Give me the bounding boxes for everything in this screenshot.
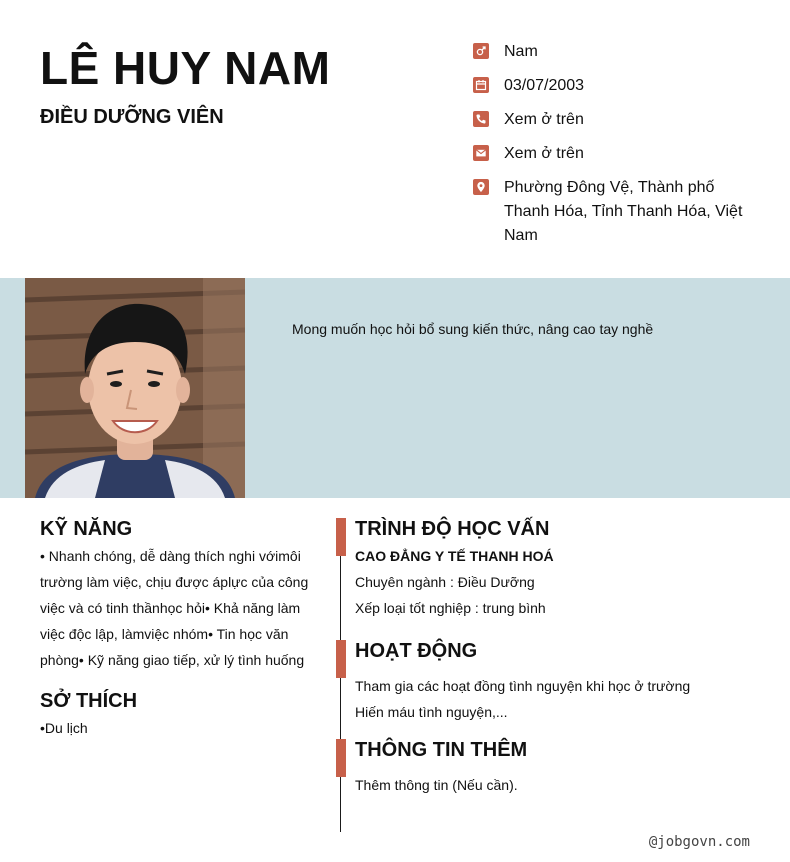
career-objective: Mong muốn học hỏi bổ sung kiến thức, nâng cao tay nghề (292, 321, 654, 337)
gender-value: Nam (504, 43, 538, 60)
contact-address (472, 176, 762, 248)
activities-marker (336, 640, 346, 678)
phone-icon (473, 111, 489, 127)
education-major: Chuyên ngành : Điều Dưỡng (355, 574, 535, 590)
contact-gender (472, 40, 762, 64)
education-section (355, 515, 755, 621)
email-icon (473, 145, 489, 161)
address-value: Phường Đông Vệ, Thành phố Thanh Hóa, Tỉnh Thanh Hóa, Việt Nam (504, 179, 743, 244)
additional-marker (336, 739, 346, 777)
birthday-value: 03/07/2003 (504, 77, 585, 94)
activities-section (355, 637, 755, 725)
additional-heading: THÔNG TIN THÊM (355, 739, 528, 761)
contact-phone (472, 108, 762, 132)
job-title: ĐIỀU DƯỠNG VIÊN (40, 106, 224, 128)
contact-birthday (472, 74, 762, 98)
profile-band (0, 278, 790, 498)
hobbies-heading: SỞ THÍCH (40, 690, 138, 712)
contact-email (472, 142, 762, 166)
email-value: Xem ở trên (504, 145, 584, 162)
watermark: @jobgovn.com (648, 834, 750, 850)
additional-text: Thêm thông tin (Nếu cần). (355, 777, 518, 793)
left-column (40, 515, 320, 741)
school-name: CAO ĐẲNG Y TẾ THANH HOÁ (355, 548, 554, 564)
phone-value: Xem ở trên (504, 111, 584, 128)
location-pin-icon (473, 179, 489, 195)
gender-icon (473, 43, 489, 59)
contact-info (472, 40, 762, 248)
education-marker (336, 518, 346, 556)
candidate-name: LÊ HUY NAM (40, 42, 331, 94)
hobbies-text: •Du lịch (40, 720, 88, 736)
skills-heading: KỸ NĂNG (40, 518, 133, 540)
calendar-icon (473, 77, 489, 93)
education-grade: Xếp loại tốt nghiệp : trung bình (355, 600, 546, 616)
activity-item: Hiến máu tình nguyện,... (355, 704, 508, 720)
profile-photo (25, 278, 245, 498)
additional-section (355, 736, 755, 798)
education-heading: TRÌNH ĐỘ HỌC VẤN (355, 518, 550, 540)
activities-heading: HOẠT ĐỘNG (355, 640, 478, 662)
activity-item: Tham gia các hoạt đồng tình nguyện khi học ở trường (355, 678, 691, 694)
skills-text: • Nhanh chóng, dễ dàng thích nghi vớimôi trường làm việc, chịu được áplực của công việc và có tinh thầnhọc hỏi• Khả năng làm việc độc lập, làmviệc nhóm• Tin học văn phòng• Kỹ năng giao tiếp, xử lý tình huống (40, 548, 309, 668)
